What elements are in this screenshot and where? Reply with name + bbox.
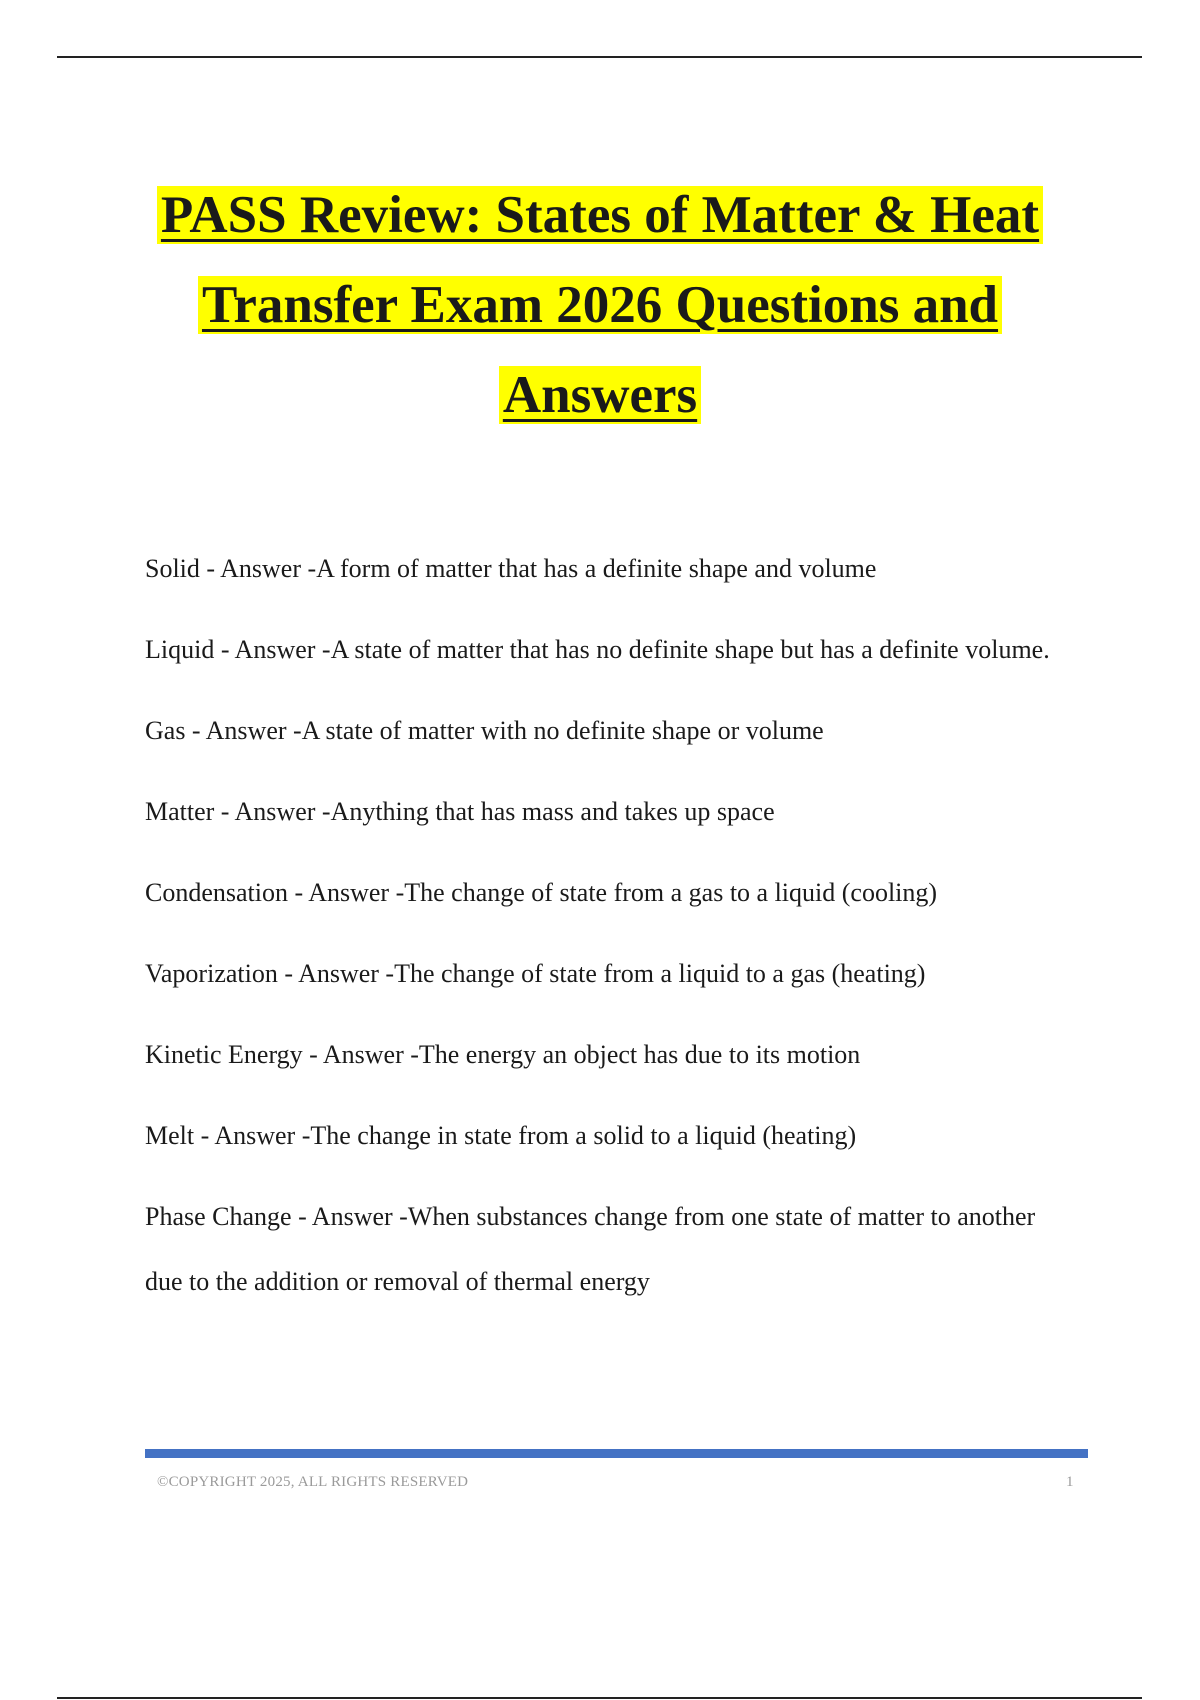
- qa-item-vaporization: Vaporization - Answer -The change of state from a liquid to a gas (heating): [145, 959, 926, 988]
- title-line-3: Answers: [100, 350, 1100, 440]
- footer-divider-bar: [145, 1449, 1088, 1458]
- qa-item-melt: Melt - Answer -The change in state from a solid to a liquid (heating): [145, 1121, 857, 1150]
- page-top-rule: [57, 56, 1142, 58]
- page-bottom-rule: [57, 1697, 1142, 1699]
- qa-item-liquid: Liquid - Answer -A state of matter that has no definite shape but has a definite volume.: [145, 635, 1050, 664]
- page-number: 1: [1066, 1474, 1074, 1490]
- title-line-1: PASS Review: States of Matter & Heat: [100, 170, 1100, 260]
- qa-item-kinetic-energy: Kinetic Energy - Answer -The energy an object has due to its motion: [145, 1040, 861, 1069]
- footer-copyright: ©COPYRIGHT 2025, ALL RIGHTS RESERVED: [157, 1474, 469, 1490]
- qa-item-gas: Gas - Answer -A state of matter with no definite shape or volume: [145, 716, 824, 745]
- qa-list: [145, 536, 1055, 1330]
- qa-item-condensation: Condensation - Answer -The change of state from a gas to a liquid (cooling): [145, 878, 938, 907]
- qa-item-solid: Solid - Answer -A form of matter that has a definite shape and volume: [145, 554, 877, 583]
- title-line-2: Transfer Exam 2026 Questions and: [100, 260, 1100, 350]
- document-title: [100, 170, 1100, 440]
- qa-item-phase-change: Phase Change - Answer -When substances change from one state of matter to another due to the addition or removal of thermal energy: [145, 1202, 1036, 1296]
- qa-item-matter: Matter - Answer -Anything that has mass and takes up space: [145, 797, 775, 826]
